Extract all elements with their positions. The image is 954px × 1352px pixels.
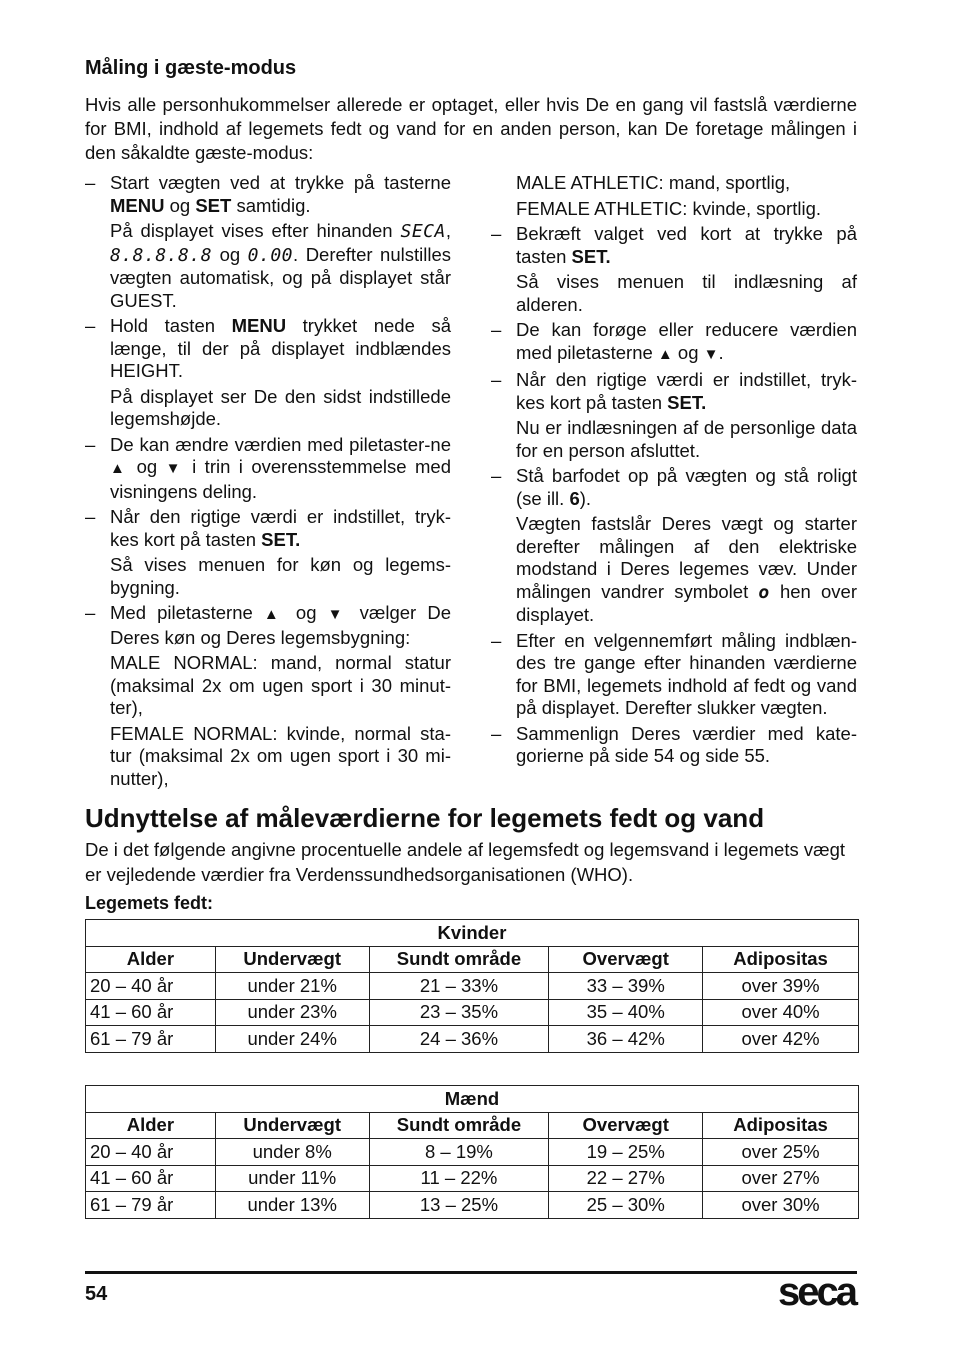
table-title: Kvinder [86,920,859,947]
column-header: Sundt område [369,946,549,973]
set-key: SET. [667,391,707,413]
text: Hold tasten [110,315,232,336]
item-subtext [110,220,451,312]
list-item [85,506,451,599]
table-cell: over 25% [703,1139,859,1166]
table-cell: under 23% [215,999,369,1026]
main-heading: Udnyttelse af måleværdierne for legemets fedt og vand [85,803,765,833]
item-subtext: FEMALE NORMAL: kvinde, normal sta-tur (maksimal 2x om ugen sport i 30 mi-nutter), [110,722,451,789]
table-cell: 33 – 39% [549,973,703,1000]
table-row [86,1026,859,1053]
item-subtext: Så vises menuen for køn og legems-bygning. [110,554,451,598]
table-cell: 19 – 25% [549,1139,703,1166]
table-cell: 41 – 60 år [86,999,216,1026]
table-row [86,1192,859,1219]
column-header: Adipositas [703,1112,859,1139]
table-cell: over 42% [703,1026,859,1053]
text: Bekræft valget ved kort at trykke på tasten [516,223,857,267]
item-subtext [516,513,857,627]
table-cell: under 11% [215,1165,369,1192]
list-dash: – [85,506,96,527]
item-text [516,369,857,414]
column-header: Overvægt [549,1112,703,1139]
table-cell: 20 – 40 år [86,973,216,1000]
table-cell: under 21% [215,973,369,1000]
column-header: Adipositas [703,946,859,973]
column-header: Alder [86,946,216,973]
intro-paragraph: Hvis alle personhukommelser allerede er optaget, eller hvis De en gang vil fastslå værdierne for BMI, indhold af legemets fedt og vand for en anden person, kan De foretage målingen i den såkaldte gæste-modus: [85,94,857,163]
table-row [86,973,859,1000]
text: På displayet vises efter hinanden [110,220,401,241]
text: Med piletasterne [110,602,264,623]
table-title: Mænd [86,1086,859,1113]
table-cell: over 27% [703,1165,859,1192]
list-item [491,319,857,366]
table-cell: 61 – 79 år [86,1192,216,1219]
text: Når den rigtige værdi er indstillet, tryk-kes kort på tasten [516,369,857,413]
table-row [86,1165,859,1192]
text: i trin i overensstemmelse med visningens deling. [110,456,451,502]
item-text [110,434,451,504]
section-title: Måling i gæste-modus [85,57,297,79]
women-fat-table [85,919,859,1053]
list-dash: – [85,433,96,455]
table-cell: over 30% [703,1192,859,1219]
item-text [110,315,451,383]
list-item [491,369,857,462]
table-cell: 11 – 22% [369,1165,549,1192]
text: Stå barfodet op på vægten og stå roligt (se ill. [516,465,857,509]
text: og [672,341,704,363]
table-cell: 24 – 36% [369,1026,549,1053]
item-subtext: Nu er indlæsningen af de personlige data for en person afsluttet. [516,417,857,461]
table-row [86,999,859,1026]
text: Start vægten ved at trykke på tasterne [110,172,451,193]
text: Vægten fastslår Deres vægt og starter derefter målingen af den elektriske modstand i Deres legemes væv. Under målingen vandrer symbolet [516,513,857,602]
column-header: Alder [86,1112,216,1139]
arrow-up-icon: ▲ [263,606,285,623]
men-fat-table [85,1085,859,1219]
text: De kan forøge eller reducere værdien med piletasterne [516,319,857,363]
item-text [110,602,451,649]
item-subtext: På displayet ser De den sidst indstillede legemshøjde. [110,385,451,429]
item-text [110,506,451,551]
item-text: Efter en velgennemført måling indblæn-des tre gange efter hinanden værdierne for BMI, legemets indhold af fedt og vand på displayet. Derefter slukker vægten. [516,629,857,718]
text: Når den rigtige værdi er indstillet, tryk-kes kort på tasten [110,506,451,550]
list-item [85,172,451,312]
text: hen over displayet. [516,580,858,625]
brand-logo: seca [778,1270,855,1314]
continued-text: FEMALE ATHLETIC: kvinde, sportlig. [516,197,822,219]
text: vælger De Deres køn og Deres legemsbygning: [110,602,451,648]
table-cell: 36 – 42% [549,1026,703,1053]
page-number: 54 [85,1283,108,1305]
arrow-down-icon: ▼ [703,345,719,363]
item-text [516,223,857,268]
right-column [491,172,857,771]
display-eights: 8.8.8.8.8 [110,244,213,266]
list-dash: – [491,629,502,651]
text: samtidig. [231,194,311,216]
item-text: Sammenlign Deres værdier med kate-gorierne på side 54 og side 55. [516,722,857,766]
list-dash: – [85,172,96,193]
table-cell: 13 – 25% [369,1192,549,1219]
list-item [85,602,451,790]
table-cell: over 40% [703,999,859,1026]
item-subtext: MALE NORMAL: mand, normal statur (maksimal 2x om ugen sport i 30 minut-ter), [110,652,451,718]
text: ). [579,487,592,509]
table-header-row [86,946,859,973]
table-row [86,1139,859,1166]
set-key: SET. [571,245,611,267]
text: . Derefter nulstilles vægten automatisk, og på displayet står GUEST. [110,243,451,311]
table-cell: 41 – 60 år [86,1165,216,1192]
table-header-row [86,1112,859,1139]
list-dash: – [491,722,502,744]
list-dash: – [491,223,502,244]
item-text [516,319,857,366]
table-cell: under 13% [215,1192,369,1219]
text: og [164,194,196,216]
column-header: Overvægt [549,946,703,973]
list-item [491,723,857,768]
column-header: Undervægt [215,946,369,973]
arrow-up-icon: ▲ [110,460,129,477]
table-cell: 25 – 30% [549,1192,703,1219]
text: . [718,341,724,363]
table-cell: 35 – 40% [549,999,703,1026]
list-item [491,630,857,720]
table-cell: 20 – 40 år [86,1139,216,1166]
table-cell: 21 – 33% [369,973,549,1000]
table-cell: 23 – 35% [369,999,549,1026]
measurement-symbol-icon: o [758,581,770,603]
list-item [491,223,857,316]
column-header: Sundt område [369,1112,549,1139]
illustration-ref: 6 [569,487,580,509]
table-cell: 8 – 19% [369,1139,549,1166]
list-item [491,465,857,627]
item-text [110,172,451,217]
table-cell: under 8% [215,1139,369,1166]
table-cell: 61 – 79 år [86,1026,216,1053]
arrow-down-icon: ▼ [165,460,184,477]
continued-text: MALE ATHLETIC: mand, sportlig, [516,172,791,193]
arrow-up-icon: ▲ [657,345,673,363]
item-text [516,465,857,510]
set-key: SET [195,194,232,216]
list-item [85,434,451,504]
text: De kan ændre værdien med piletaster-ne [110,433,451,455]
set-key: SET. [261,528,301,550]
text: trykket nede så længe, til der på displayet indblændes HEIGHT. [110,315,451,381]
item-subtext: Så vises menuen til indlæsning af alderen. [516,271,857,315]
text: og [212,243,248,265]
footer-divider [85,1271,857,1274]
column-header: Undervægt [215,1112,369,1139]
list-dash: – [491,465,502,486]
list-dash: – [85,315,96,336]
display-zero: 0.00 [247,244,294,266]
table-cell: under 24% [215,1026,369,1053]
text: og [128,456,166,477]
list-dash: – [491,319,502,340]
text: , [445,220,451,241]
text: og [284,602,328,623]
list-dash: – [85,602,96,623]
list-item [85,315,451,431]
display-seca: SECA [400,221,446,242]
menu-key: MENU [231,315,287,336]
left-column [85,172,451,793]
lead-paragraph: De i det følgende angivne procentuelle andele af legemsfedt og legemsvand i legemets vægt er vejledende værdier fra Verdenssundhedsorganisationen (WHO). [85,839,845,885]
arrow-down-icon: ▼ [327,606,349,623]
subheading: Legemets fedt: [85,893,214,913]
list-dash: – [491,369,502,390]
table-cell: 22 – 27% [549,1165,703,1192]
menu-key: MENU [110,194,165,216]
table-cell: over 39% [703,973,859,1000]
